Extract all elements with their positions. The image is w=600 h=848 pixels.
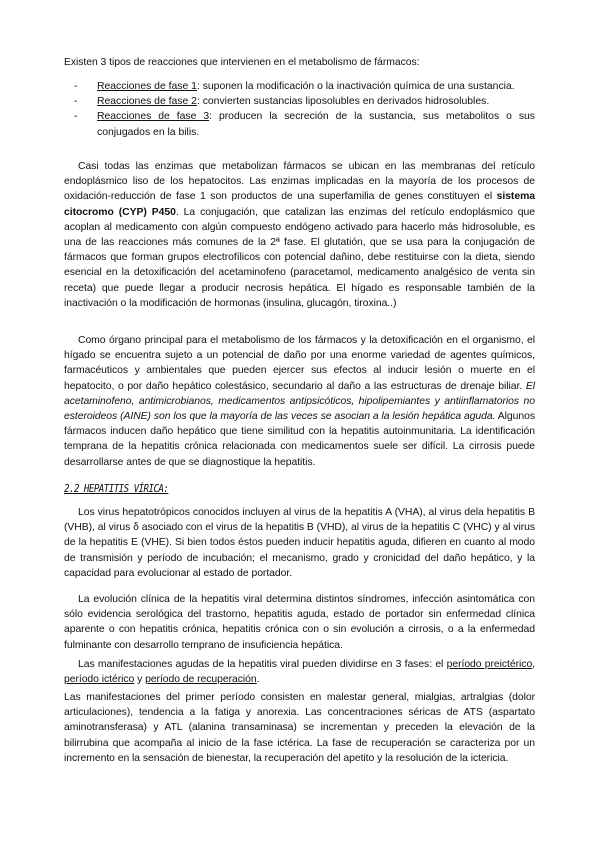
paragraph-text: Casi todas las enzimas que metabolizan fármacos se ubican en las membranas del retículo endoplásmico liso de los hepatocitos. Las enzimas implicadas en la mayoría de los procesos de oxidación-reducción de fase 1 son productos de una superfamilia de genes constituyen el — [64, 161, 535, 203]
phase-text: : suponen la modificación o la inactivación química de una sustancia. — [196, 81, 515, 92]
paragraph-enzymes — [64, 159, 535, 311]
list-dash: - — [74, 111, 78, 123]
list-dash: - — [74, 81, 78, 92]
paragraph-clinical-evolution: La evolución clínica de la hepatitis viral determina distintos síndromes, infección asintomática con sólo evidencia serológica del trastorno, hepatitis aguda, estado de portador sin enfermedad clínica aparente o con hepatitis crónica, hepatitis crónica con o sin evolución a cirrosis, o a la enfermedad fulminante con desarrollo temprano de insuficiencia hepática. — [64, 594, 535, 651]
list-item — [74, 94, 535, 109]
paragraph-text: Las manifestaciones agudas de la hepatitis viral pueden dividirse en 3 fases: el — [78, 659, 447, 670]
phase-term: período ictérico — [64, 674, 135, 686]
phase-title: Reacciones de fase 3 — [97, 111, 210, 123]
phase-term: período de recuperación — [145, 674, 257, 686]
paragraph-text: Como órgano principal para el metabolismo de los fármacos y la detoxificación en el organismo, el hígado se encuentra sujeto a un potencial de daño por una enorme variedad de agentes químicos, farmacéuticos y ambientales que pueden ejercer sus efectos al inducir lesión o muerte en el hepatocito, o por daño hepático colestásico, secundario al daño a las estructuras de drenaje biliar. — [64, 335, 535, 392]
paragraph-viruses: Los virus hepatotrópicos conocidos incluyen al virus de la hepatitis A (VHA), al virus dela hepatitis B (VHB), al virus δ asociado con el virus de la hepatitis B (VHD), al virus de la hepatitis C (VHC) y al virus de la hepatitis E (VHE). Si bien todos éstos pueden inducir hepatitis aguda, difieren en cuanto al modo de transmisión y período de incubación; el mecanismo, grado y cronicidad del daño hepático, y la capacidad para evolucionar al estado de portador. — [64, 507, 535, 579]
phase-title: Reacciones de fase 2 — [97, 96, 197, 108]
separator-text: y — [134, 674, 146, 686]
phase-title: Reacciones de fase 1 — [97, 81, 197, 92]
bold-term: sistema citocromo (CYP) P450 — [64, 191, 535, 218]
italic-text: El acetaminofeno, antimicrobianos, medicamentos antipsicóticos, hipolipemiantes y antiinflamatorios no esteroideos (AINE) son los que la mayoría de las veces se asocian a la lesión hepática aguda. — [64, 380, 535, 423]
list-item — [74, 109, 535, 139]
phase-text: : producen la secreción de la sustancia, sus metabolitos o sus conjugados en la bilis. — [97, 111, 535, 138]
list-dash: - — [74, 96, 78, 108]
list-item — [74, 79, 535, 94]
phase-term: período preictérico — [446, 659, 533, 670]
paragraph-text: . La conjugación, que catalizan las enzimas del retículo endoplásmico que acoplan al medicamento con algún compuesto endógeno activado para hacerlo más hidrosoluble, es una de las reacciones más comunes de la 2ª fase. El glutatión, que se usa para la conjugación de fármacos que forman grupos electrofílicos con potencial dañino, debe restituirse con la dieta, siendo esencial en la detoxificación del acetaminofeno (paracetamol, medicamento analgésico de venta sin receta) que puede llegar a producir necrosis hepática. El hígado es responsable también de la inactivación o la modificación de hormonas (insulina, glucagón, tiroxina..) — [64, 206, 535, 309]
separator-text: , — [532, 659, 536, 670]
paragraph-text: Algunos fármacos inducen daño hepático que tiene similitud con la hepatitis autoinmunitaria. La identificación temprana de la hepatitis crónica relacionada con medicamentos suele ser difícil. La cirrosis puede desarrollarse antes de que se diagnostique la hepatitis. — [64, 411, 535, 468]
phase-text: : convierten sustancias liposolubles en derivados hidrosolubles. — [196, 96, 490, 108]
phase-list — [74, 79, 535, 140]
paragraph-first-period: Las manifestaciones del primer período consisten en malestar general, mialgias, artralgias (dolor articulaciones), tendencia a la fatiga y anorexia. Las concentraciones séricas de ATS (aspartato aminotransferasa) y ATL (alanina transaminasa) se incrementan y preceden la elevación de la bilirrubina que acompaña al inicio de la fase ictérica. La fase de recuperación se caracteriza por un incremento en la sensación de bienestar, la recuperación del apetito y la resolución de la ictericia. — [64, 692, 535, 764]
section-heading: 2.2 HEPATITIS VÍRICA: — [64, 483, 169, 495]
paragraph-phases — [64, 657, 535, 687]
separator-text: . — [256, 674, 260, 686]
paragraph-liver-damage — [64, 333, 535, 470]
intro-text: Existen 3 tipos de reacciones que intervienen en el metabolismo de fármacos: — [64, 57, 420, 68]
